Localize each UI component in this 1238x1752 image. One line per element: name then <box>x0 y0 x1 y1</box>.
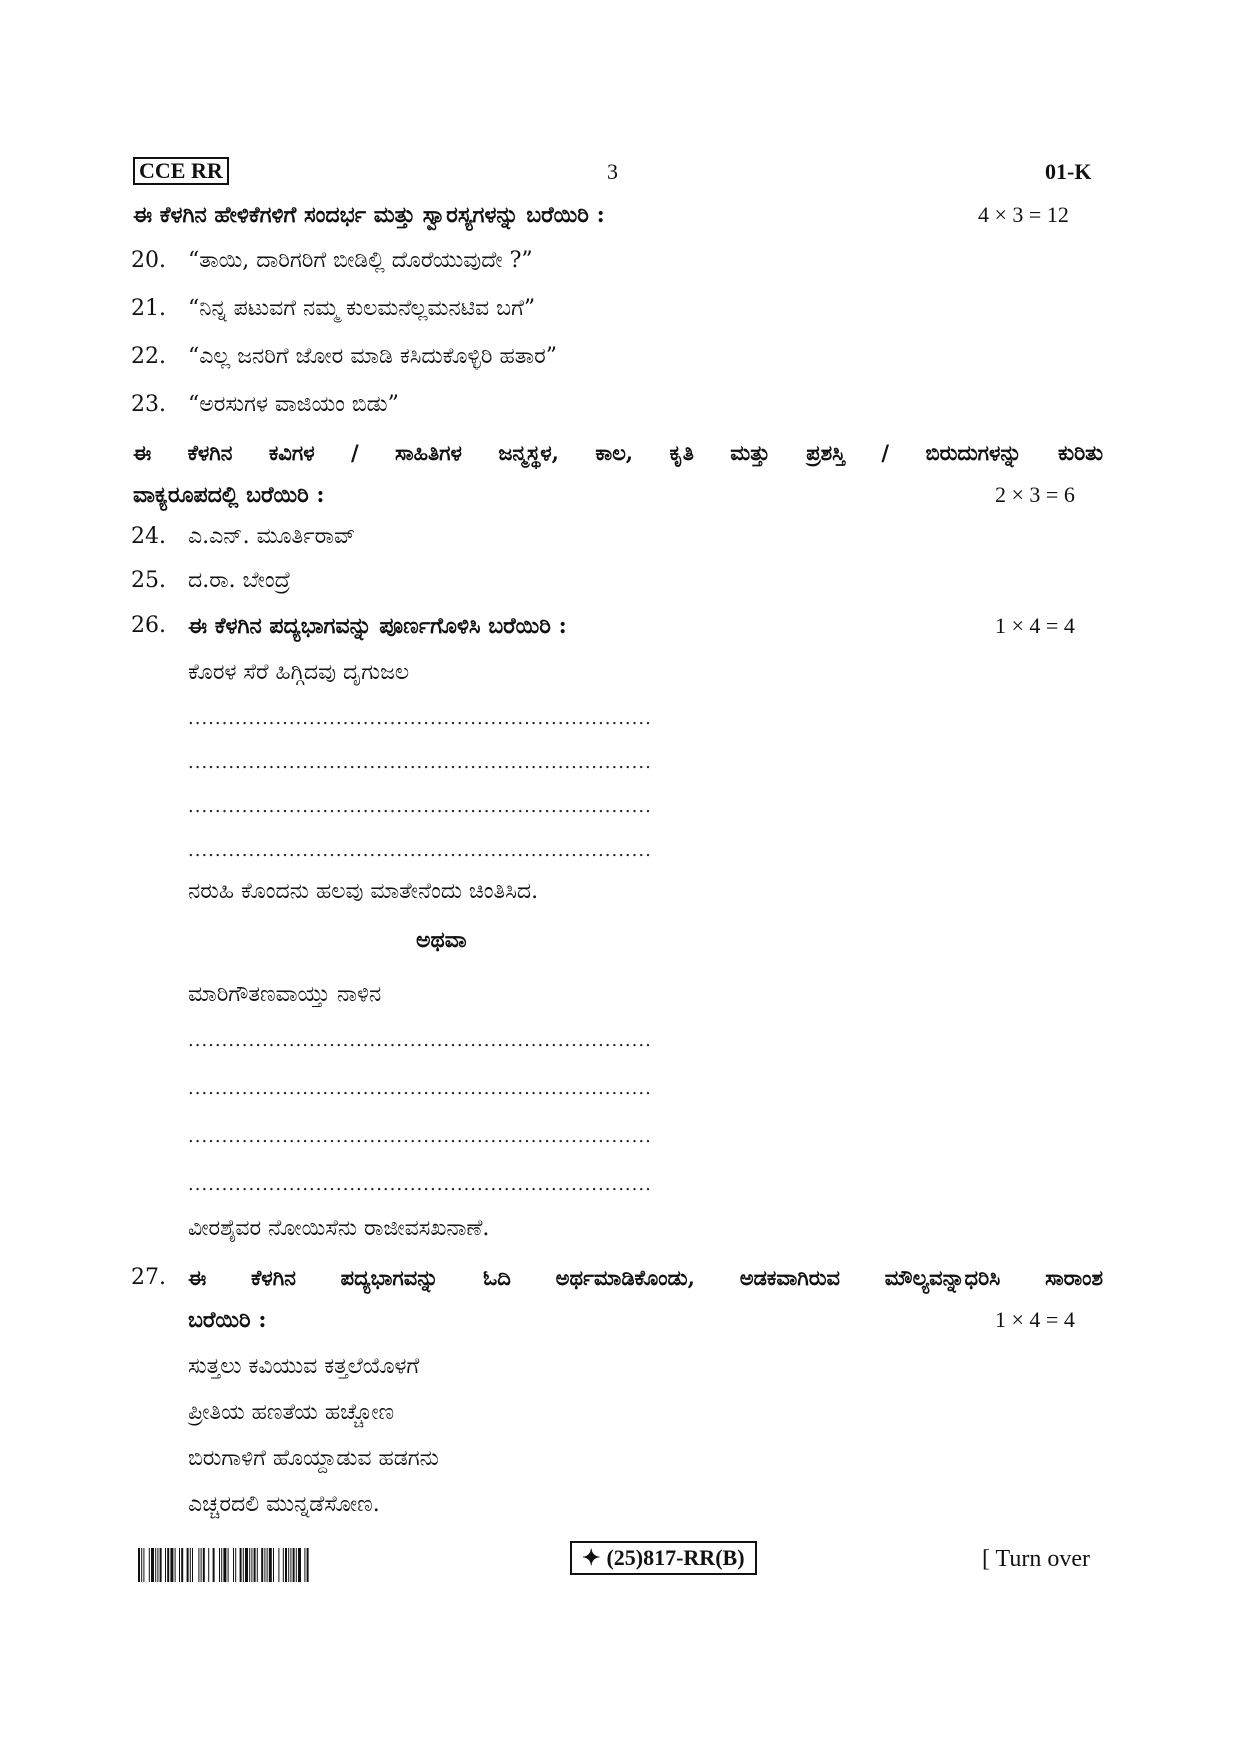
barcode-bar <box>251 1548 252 1582</box>
barcode-bar <box>269 1548 272 1582</box>
barcode-bar <box>288 1548 289 1582</box>
barcode-bar <box>138 1548 140 1582</box>
paper-code: (25)817-RR(B) <box>606 1545 745 1570</box>
barcode-bar <box>219 1548 220 1582</box>
q26-marks: 1 × 4 = 4 <box>995 613 1075 638</box>
barcode-bar <box>157 1548 158 1582</box>
question-number: 22. <box>131 344 166 369</box>
barcode-bar <box>240 1548 242 1582</box>
question-number: 26. <box>131 613 166 638</box>
question-number: 25. <box>131 568 166 593</box>
header-code-left: CCE RR <box>133 157 229 185</box>
barcode-bar <box>285 1548 287 1582</box>
barcode-bar <box>201 1548 202 1582</box>
poem-line: ಬಿರುಗಾಳಿಗೆ ಹೊಯ್ದಾಡುವ ಹಡಗನು <box>188 1446 439 1471</box>
poem-line: ಸುತ್ತಲು ಕವಿಯುವ ಕತ್ತಲೆಯೊಳಗೆ <box>188 1354 420 1379</box>
or-separator: ಅಥವಾ <box>416 927 467 953</box>
barcode-bar <box>208 1548 209 1582</box>
question-number: 24. <box>131 524 166 549</box>
barcode-bar <box>167 1548 169 1582</box>
barcode-bar <box>254 1548 256 1582</box>
barcode-bar <box>221 1548 222 1582</box>
question-number: 23. <box>131 392 166 417</box>
barcode-bar <box>181 1548 183 1582</box>
barcode-bar <box>257 1548 258 1582</box>
barcode-bar <box>143 1548 144 1582</box>
barcode-bar <box>198 1548 199 1582</box>
barcode-bar <box>179 1548 180 1582</box>
barcode-bar <box>233 1548 234 1582</box>
barcode-bar <box>141 1548 142 1582</box>
blank-line: ..................................................................... <box>188 752 652 773</box>
question-number: 20. <box>131 248 166 273</box>
paper-code-box <box>570 1541 757 1575</box>
barcode-bar <box>192 1548 193 1582</box>
barcode-bar <box>273 1548 274 1582</box>
barcode-bar <box>228 1548 229 1582</box>
barcode-bar <box>190 1548 191 1582</box>
barcode-bar <box>187 1548 189 1582</box>
barcode-bar <box>149 1548 150 1582</box>
blank-line: ..................................................................... <box>188 1126 652 1147</box>
question-text: “ತಾಯಿ, ದಾರಿಗರಿಗೆ ಬೀಡಿಲ್ಲಿ ದೊರೆಯುವುದೇ ?” <box>188 248 533 273</box>
barcode-bar <box>213 1548 215 1582</box>
q27-instruction-line1: ಈ ಕೆಳಗಿನ ಪದ್ಯಭಾಗವನ್ನು ಓದಿ ಅರ್ಥಮಾಡಿಕೊಂಡು, ಅಡಕವಾಗಿರುವ ಮೌಲ್ಯವನ್ನಾಧರಿಸಿ ಸಾರಾಂಶ <box>188 1265 1103 1290</box>
barcode <box>138 1548 376 1582</box>
barcode-bar <box>160 1548 162 1582</box>
poem-line: ಮಾರಿಗೌತಣವಾಯ್ತು ನಾಳಿನ <box>188 982 382 1007</box>
barcode-bar <box>245 1548 248 1582</box>
question-text: “ಎಲ್ಲ ಜನರಿಗೆ ಜೋರ ಮಾಡಿ ಕಸಿದುಕೊಳ್ಳಿರಿ ಹತಾರ” <box>188 344 558 369</box>
barcode-bar <box>165 1548 166 1582</box>
turn-over: [ Turn over <box>982 1546 1091 1572</box>
barcode-bar <box>155 1548 156 1582</box>
poem-line: ನರುಹಿ ಕೊಂದನು ಹಲವು ಮಾತೇನೆಂದು ಚಿಂತಿಸಿದ. <box>188 879 539 904</box>
blank-line: ..................................................................... <box>188 796 652 817</box>
blank-line: ..................................................................... <box>188 1078 652 1099</box>
question-text: “ಅರಸುಗಳ ವಾಜಿಯಂ ಬಿಡು” <box>188 392 399 417</box>
question-number: 21. <box>131 296 166 321</box>
question-text: ದ.ರಾ. ಬೇಂದ್ರೆ <box>188 568 291 593</box>
barcode-bar <box>307 1548 309 1582</box>
barcode-bar <box>296 1548 297 1582</box>
question-text: “ನಿನ್ನ ಪಟುವಗೆ ನಮ್ಮ ಕುಲಮನೆಲ್ಲಮನಟಿವ ಬಗೆ” <box>188 296 536 321</box>
barcode-bar <box>243 1548 244 1582</box>
poem-line: ಎಚ್ಚರದಲಿ ಮುನ್ನಡೆಸೋಣ. <box>188 1492 380 1517</box>
barcode-bar <box>170 1548 173 1582</box>
star-icon: ✦ <box>582 1545 601 1570</box>
q26-instruction: ಈ ಕೆಳಗಿನ ಪದ್ಯಭಾಗವನ್ನು ಪೂರ್ಣಗೊಳಿಸಿ ಬರೆಯಿರಿ : <box>188 613 567 639</box>
section-b-marks: 2 × 3 = 6 <box>995 482 1075 507</box>
poem-line: ಪ್ರೀತಿಯ ಹಣತೆಯ ಹಚ್ಚೋಣ <box>188 1400 395 1425</box>
section-a-instruction: ಈ ಕೆಳಗಿನ ಹೇಳಿಕೆಗಳಿಗೆ ಸಂದರ್ಭ ಮತ್ತು ಸ್ವಾರಸ್ಯಗಳನ್ನು ಬರೆಯಿರಿ : <box>133 202 605 228</box>
blank-line: ..................................................................... <box>188 1030 652 1051</box>
q27-instruction-line2: ಬರೆಯಿರಿ : <box>188 1307 267 1333</box>
barcode-bar <box>293 1548 295 1582</box>
barcode-bar <box>304 1548 305 1582</box>
page-number: 3 <box>607 159 618 184</box>
section-a-marks: 4 × 3 = 12 <box>978 202 1069 227</box>
barcode-bar <box>203 1548 205 1582</box>
question-number: 27. <box>131 1265 166 1290</box>
poem-line: ಕೊರಳ ಸೆರೆ ಹಿಗ್ಗಿದವು ದೃಗುಜಲ <box>188 660 410 685</box>
barcode-bar <box>261 1548 263 1582</box>
question-text: ಎ.ಎನ್. ಮೂರ್ತಿರಾವ್ <box>188 524 356 549</box>
q27-marks: 1 × 4 = 4 <box>995 1307 1075 1332</box>
barcode-bar <box>290 1548 291 1582</box>
barcode-bar <box>264 1548 265 1582</box>
poem-line: ವೀರಶೈವರ ನೋಯಿಸೆನು ರಾಜೀವಸಖನಾಣೆ. <box>188 1216 490 1241</box>
barcode-bar <box>298 1548 301 1582</box>
blank-line: ..................................................................... <box>188 708 652 729</box>
barcode-bar <box>283 1548 284 1582</box>
blank-line: ..................................................................... <box>188 1174 652 1195</box>
barcode-bar <box>249 1548 250 1582</box>
section-b-instruction-line2: ವಾಕ್ಯರೂಪದಲ್ಲಿ ಬರೆಯಿರಿ : <box>133 482 325 508</box>
barcode-bar <box>151 1548 154 1582</box>
barcode-bar <box>223 1548 226 1582</box>
barcode-bar <box>235 1548 236 1582</box>
barcode-bar <box>267 1548 268 1582</box>
barcode-bar <box>278 1548 279 1582</box>
barcode-bar <box>175 1548 176 1582</box>
section-b-instruction-line1: ಈ ಕೆಳಗಿನ ಕವಿಗಳ / ಸಾಹಿತಿಗಳ ಜನ್ಮಸ್ಥಳ, ಕಾಲ, ಕೃತಿ ಮತ್ತು ಪ್ರಶಸ್ತಿ / ಬಿರುದುಗಳನ್ನು ಕುರಿತು <box>133 440 1103 465</box>
blank-line: ..................................................................... <box>188 840 652 861</box>
header-code-right: 01-K <box>1045 159 1092 184</box>
